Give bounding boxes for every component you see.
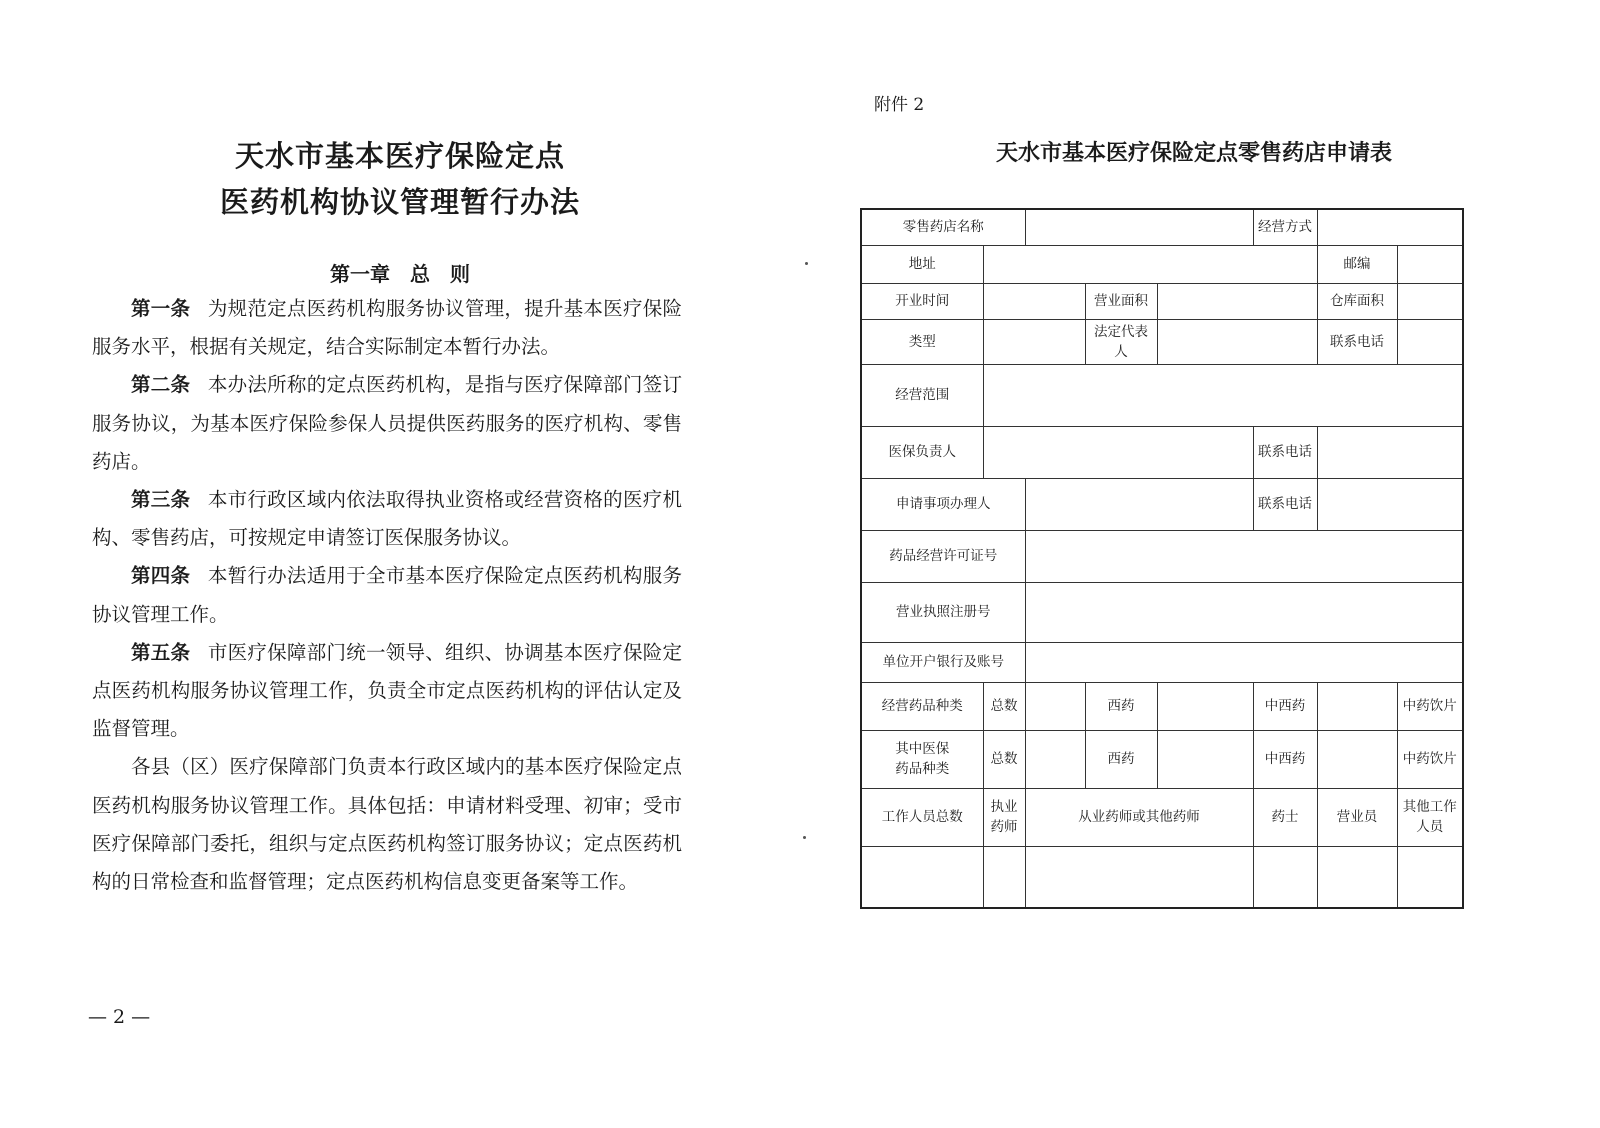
field-business-area[interactable]: [1157, 283, 1317, 319]
label-type: 类型: [861, 319, 983, 364]
article-text: 市医疗保障部门统一领导、组织、协调基本医疗保险定点医药机构服务协议管理工作，负责全市定点医药机构的评估认定及监督管理。: [92, 640, 682, 741]
document-title-line2: 医药机构协议管理暂行办法: [219, 185, 580, 219]
label-phone-2: 联系电话: [1253, 426, 1317, 478]
field-pharmacist-assistant[interactable]: [1253, 846, 1317, 908]
field-phone-2[interactable]: [1317, 426, 1463, 478]
label-store-name: 零售药店名称: [861, 209, 1025, 245]
label-sales-staff: 营业员: [1317, 788, 1397, 846]
article-text: 为规范定点医药机构服务协议管理，提升基本医疗保险服务水平，根据有关规定，结合实际制定本暂行办法。: [92, 297, 682, 359]
attachment-label: 附件 2: [874, 95, 925, 115]
article-5: [92, 634, 682, 749]
label-insured-drug-types: [861, 730, 983, 788]
label-drug-types: 经营药品种类: [861, 682, 983, 730]
article-text: 本暂行办法适用于全市基本医疗保险定点医药机构服务协议管理工作。: [92, 564, 682, 626]
application-form: [860, 208, 1464, 909]
field-address[interactable]: [983, 245, 1317, 283]
field-warehouse-area[interactable]: [1397, 283, 1463, 319]
label-licensed-pharmacist: [983, 788, 1025, 846]
field-store-name[interactable]: [1025, 209, 1253, 245]
article-label: 第一条: [131, 297, 191, 320]
label-total: 总数: [983, 682, 1025, 730]
label-drug-license: 药品经营许可证号: [861, 530, 1025, 582]
field-total-2[interactable]: [1025, 730, 1085, 788]
field-licensed-pharmacist[interactable]: [983, 846, 1025, 908]
field-drug-license[interactable]: [1025, 530, 1463, 582]
label-line: 药品种类: [895, 761, 950, 777]
label-phone: 联系电话: [1317, 319, 1397, 364]
label-insurance-head: 医保负责人: [861, 426, 983, 478]
label-staff-total: 工作人员总数: [861, 788, 983, 846]
article-label: 第三条: [131, 488, 191, 512]
label-chinese-western-2: 中西药: [1253, 730, 1317, 788]
field-type[interactable]: [983, 319, 1085, 364]
label-western-2: 西药: [1085, 730, 1157, 788]
label-applicant: 申请事项办理人: [861, 478, 1025, 530]
field-western-2[interactable]: [1157, 730, 1253, 788]
article-label: 第二条: [131, 373, 191, 397]
field-applicant[interactable]: [1025, 478, 1253, 530]
field-insurance-head[interactable]: [983, 426, 1253, 478]
label-business-area: 营业面积: [1085, 283, 1157, 319]
field-other-staff[interactable]: [1397, 846, 1463, 908]
article-4: [92, 557, 682, 633]
field-sales-staff[interactable]: [1317, 846, 1397, 908]
label-line: 药师: [990, 819, 1018, 835]
article-1: [92, 290, 682, 366]
label-address: 地址: [861, 245, 983, 283]
field-total[interactable]: [1025, 682, 1085, 730]
label-line: 其中医保: [895, 741, 950, 757]
article-text: 本市行政区域内依法取得执业资格或经营资格的医疗机构、零售药店，可按规定申请签订医保服务协议。: [92, 488, 682, 550]
label-warehouse-area: 仓库面积: [1317, 283, 1397, 319]
field-postcode[interactable]: [1397, 245, 1463, 283]
label-scope: 经营范围: [861, 364, 983, 426]
label-phone-3: 联系电话: [1253, 478, 1317, 530]
label-business-mode: 经营方式: [1253, 209, 1317, 245]
article-label: 第五条: [131, 640, 191, 664]
right-page: [800, 0, 1600, 1128]
label-open-time: 开业时间: [861, 283, 983, 319]
article-label: 第四条: [131, 564, 191, 588]
article-5-extra: 各县（区）医疗保障部门负责本行政区域内的基本医疗保险定点医药机构服务协议管理工作。具体包括：申请材料受理、初审；受市医疗保障部门委托，组织与定点医药机构签订服务协议；定点医药机构的日常检查和监督管理；定点医药机构信息变更备案等工作。: [92, 755, 682, 894]
field-scope[interactable]: [983, 364, 1463, 426]
label-line: 执业: [990, 799, 1018, 815]
field-chinese-western[interactable]: [1317, 682, 1397, 730]
article-2: [92, 366, 682, 481]
article-text: 本办法所称的定点医药机构，是指与医疗保障部门签订服务协议，为基本医疗保险参保人员提供医药服务的医疗机构、零售药店。: [92, 373, 682, 473]
field-staff-total[interactable]: [861, 846, 983, 908]
field-chinese-western-2[interactable]: [1317, 730, 1397, 788]
label-herbal-2: 中药饮片: [1397, 730, 1463, 788]
document-title-line1: 天水市基本医疗保险定点: [234, 139, 565, 173]
chapter-heading: 第一章 总 则: [330, 262, 470, 286]
label-chinese-western: 中西药: [1253, 682, 1317, 730]
field-legal-rep[interactable]: [1157, 319, 1317, 364]
label-other-staff: 其他工作人员: [1397, 788, 1463, 846]
field-other-pharmacist[interactable]: [1025, 846, 1253, 908]
label-other-pharmacist: 从业药师或其他药师: [1025, 788, 1253, 846]
page-number: — 2 —: [88, 1006, 151, 1028]
label-postcode: 邮编: [1317, 245, 1397, 283]
label-western: 西药: [1085, 682, 1157, 730]
label-total-2: 总数: [983, 730, 1025, 788]
field-bank-account[interactable]: [1025, 642, 1463, 682]
field-phone[interactable]: [1397, 319, 1463, 364]
field-phone-3[interactable]: [1317, 478, 1463, 530]
label-herbal: 中药饮片: [1397, 682, 1463, 730]
label-legal-rep: 法定代表人: [1085, 319, 1157, 364]
label-bank-account: 单位开户银行及账号: [861, 642, 1025, 682]
field-business-license[interactable]: [1025, 582, 1463, 642]
articles-body: [92, 290, 682, 901]
field-western[interactable]: [1157, 682, 1253, 730]
field-business-mode[interactable]: [1317, 209, 1463, 245]
field-open-time[interactable]: [983, 283, 1085, 319]
label-business-license: 营业执照注册号: [861, 582, 1025, 642]
label-pharmacist-assistant: 药士: [1253, 788, 1317, 846]
article-3: [92, 481, 682, 557]
form-title: 天水市基本医疗保险定点零售药店申请表: [995, 141, 1392, 166]
